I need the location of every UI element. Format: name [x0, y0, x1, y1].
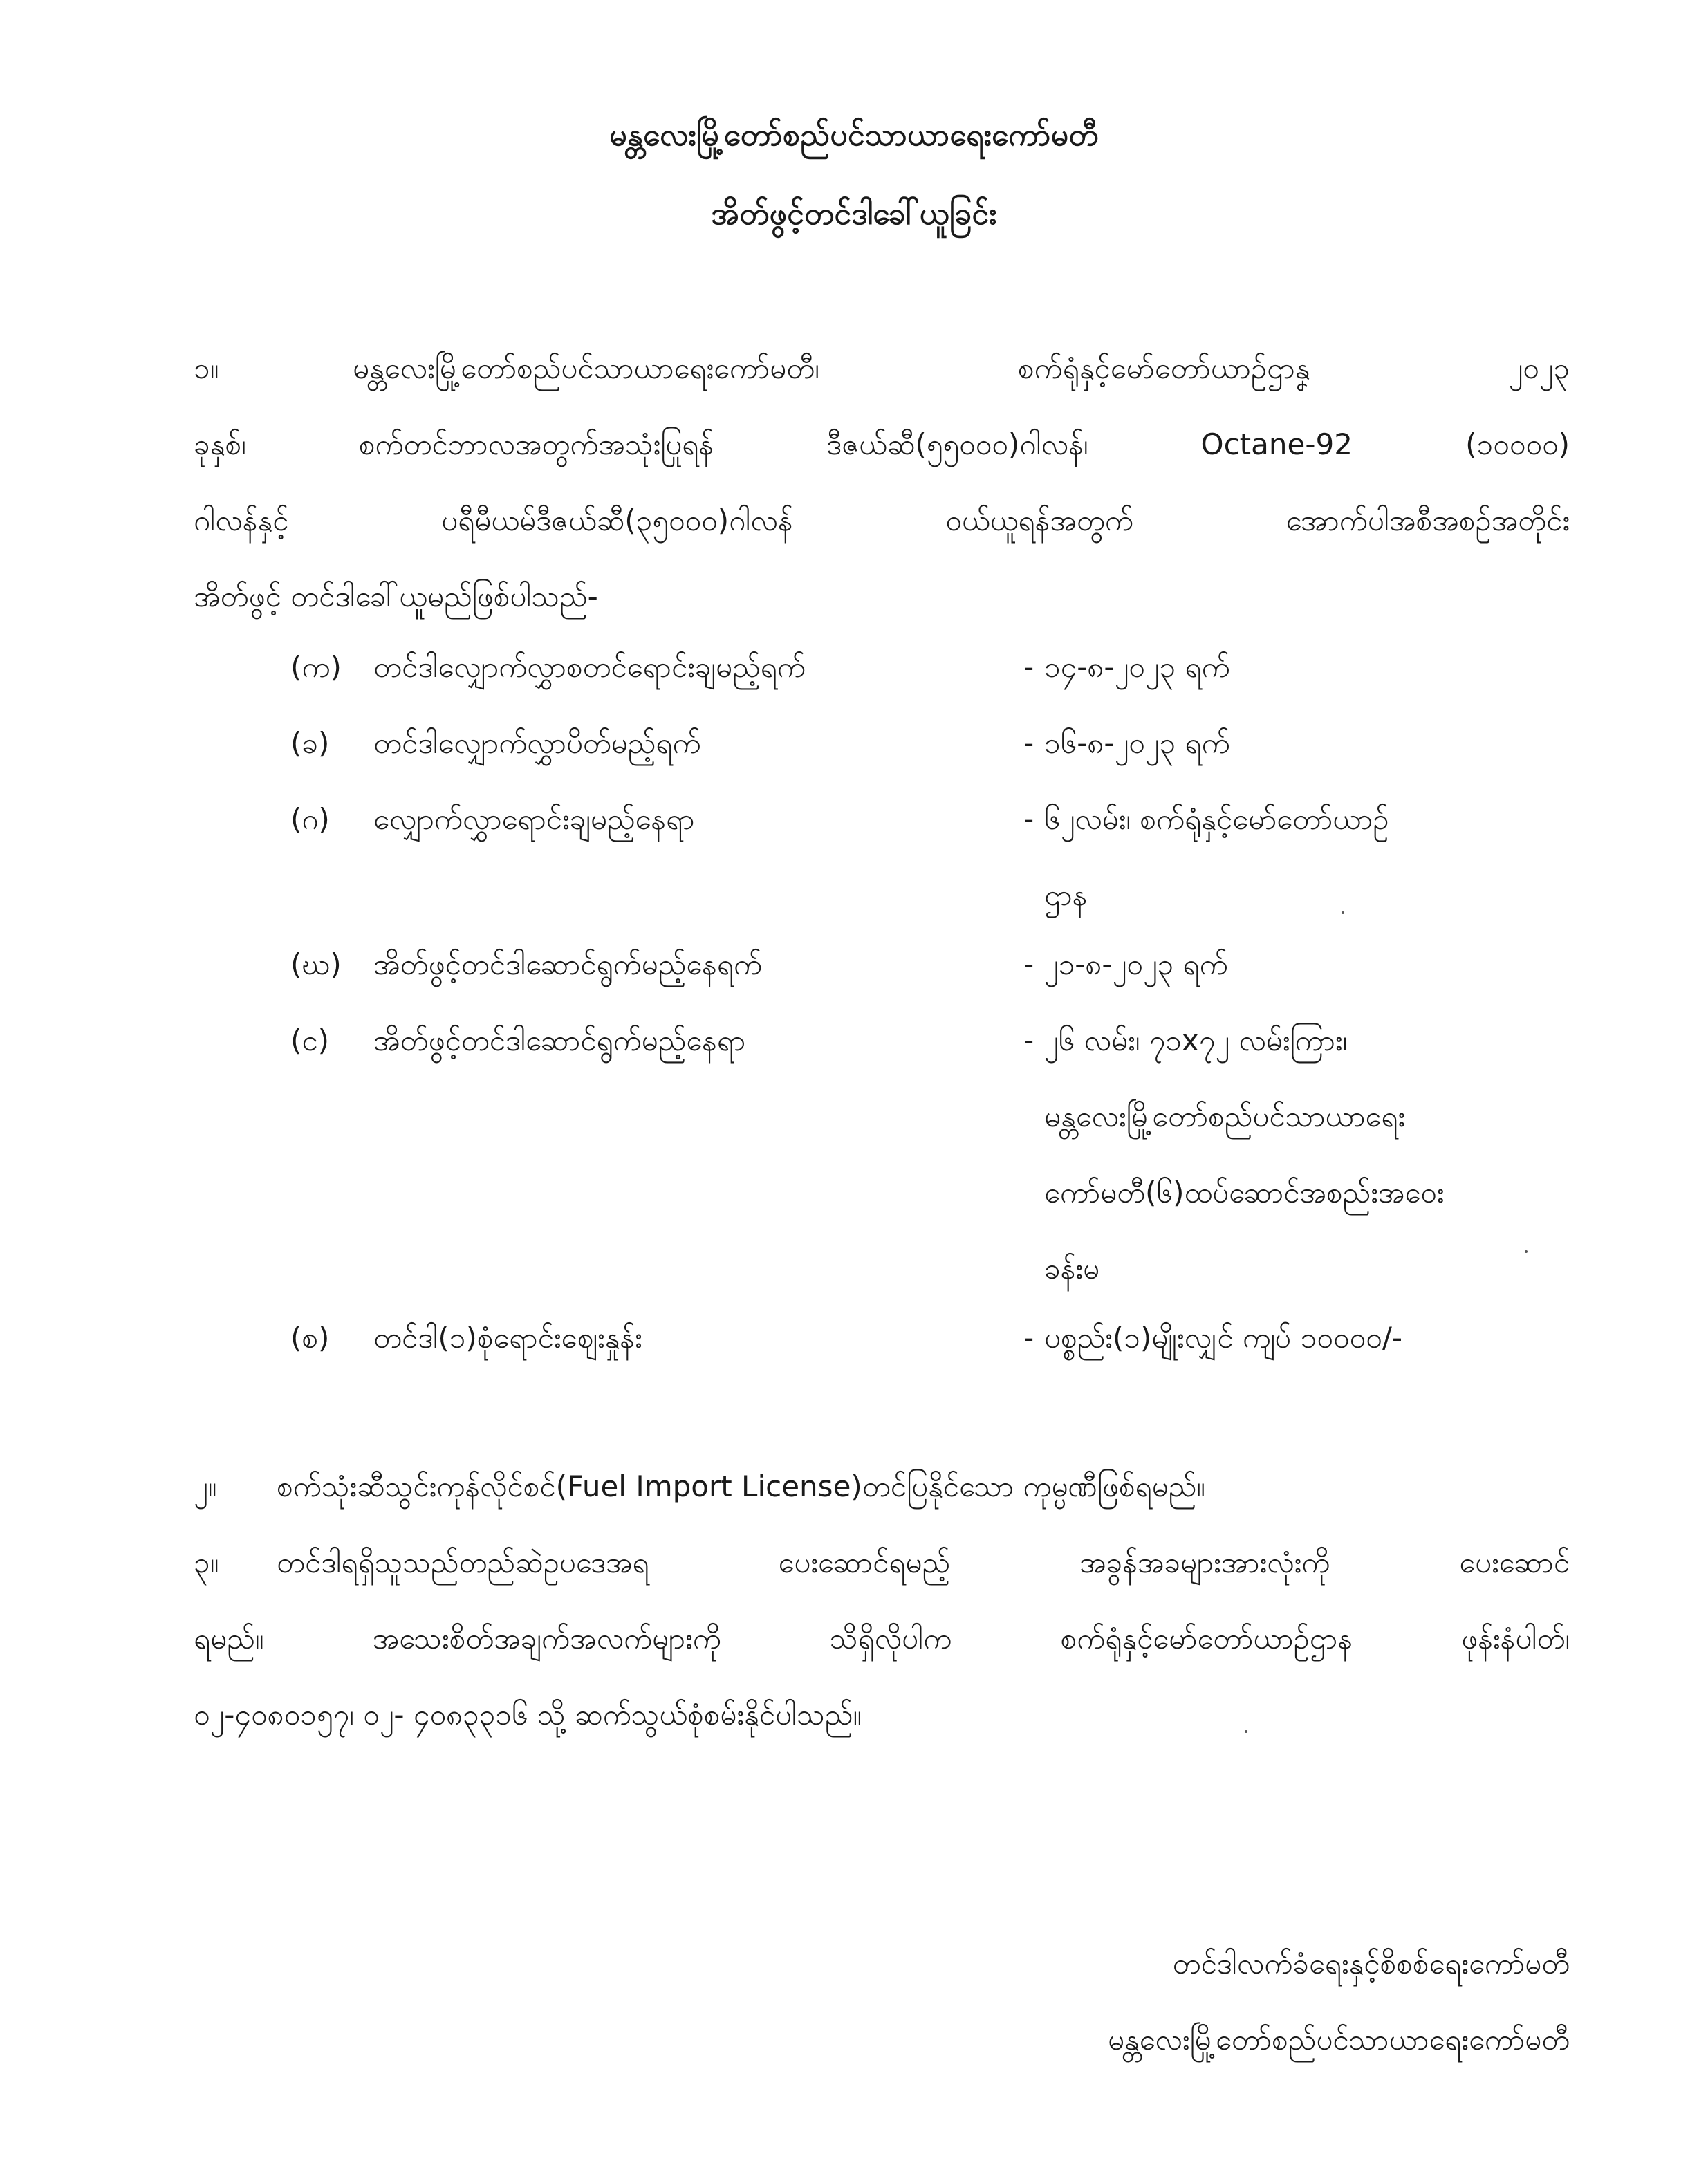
item-dash: -	[1023, 802, 1034, 836]
paragraph-1-line-4: အိတ်ဖွင့် တင်ဒါခေါ်ယူမည်ဖြစ်ပါသည်-	[194, 579, 598, 613]
paragraph-3-line-1: ၃။ တင်ဒါရရှိသူသည်တည်ဆဲဥပဒေအရ ပေးဆောင်ရမည့် အခွန်အခများအားလုံးကို ပေးဆောင်	[194, 1525, 1570, 1601]
item-label: (ခ)	[290, 726, 330, 760]
item-dash: -	[1023, 947, 1034, 981]
list-item	[0, 927, 1708, 1003]
item-label: (က)	[290, 650, 342, 684]
paragraph-3-line-2: ရမည်။ အသေးစိတ်အချက်အလက်များကို သိရှိလိုပါက စက်ရုံနှင့်မော်တော်ယာဉ်ဌာန ဖုန်းနံပါတ်၊	[194, 1622, 1570, 1655]
item-value: ၁၄-၈-၂၀၂၃ ရက်	[1044, 650, 1230, 684]
item-value: ပစ္စည်း(၁)မျိုးလျှင် ကျပ် ၁၀၀၀၀/-	[1044, 1321, 1403, 1355]
item-label: (င)	[290, 1023, 330, 1057]
item-dash: -	[1023, 650, 1034, 684]
list-item	[0, 781, 1708, 934]
list-item	[0, 1300, 1708, 1376]
paragraph-number: ၃။	[194, 1545, 219, 1579]
notice-subtitle: အိတ်ဖွင့်တင်ဒါခေါ်ယူခြင်း	[711, 196, 997, 232]
paragraph-1-line-3: ဂါလန်နှင့် ပရီမီယမ်ဒီဇယ်ဆီ(၃၅၀၀၀)ဂါလန် ဝယ်ယူရန်အတွက် အောက်ပါအစီအစဉ်အတိုင်း	[194, 503, 1570, 537]
paragraph-3	[194, 1525, 1570, 1753]
paragraph-2-line-1: ၂။ စက်သုံးဆီသွင်းကုန်လိုင်စင်(Fuel Import License)တင်ပြနိုင်သော ကုမ္ပဏီဖြစ်ရမည်။	[194, 1449, 1570, 1525]
item-value: ၆၂လမ်း၊ စက်ရုံနှင့်မော်တော်ယာဉ် ဌာန	[1044, 802, 1389, 912]
paragraph-1	[194, 331, 1570, 635]
item-value: ၂၆ လမ်း၊ ၇၁x၇၂ လမ်းကြား၊ မန္တလေးမြို့တော်စည်ပင်သာယာရေး ကော်မတီ(၆)ထပ်ဆောင်အစည်းအဝေး ခန်းမ	[1044, 1023, 1445, 1285]
item-label: (စ)	[290, 1321, 330, 1355]
item-value: ၁၆-၈-၂၀၂၃ ရက်	[1044, 726, 1230, 760]
item-dash: -	[1023, 1023, 1034, 1057]
list-item	[0, 629, 1708, 705]
paragraph-2	[194, 1449, 1570, 1525]
paragraph-1-line-2: ခုနှစ်၊ စက်တင်ဘာလအတွက်အသုံးပြုရန် ဒီဇယ်ဆီ(၅၅၀၀၀)ဂါလန်၊ Octane-92 (၁၀၀၀၀)	[194, 427, 1570, 461]
paragraph-3-line-3: ၀၂-၄၀၈၀၁၅၇၊ ၀၂- ၄၀၈၃၃၁၆ သို့ ဆက်သွယ်စုံစမ်းနိုင်ပါသည်။	[194, 1698, 862, 1732]
notice-title: မန္တလေးမြို့တော်စည်ပင်သာယာရေးကော်မတီ	[609, 118, 1099, 153]
item-text: အိတ်ဖွင့်တင်ဒါဆောင်ရွက်မည့်နေရာ	[373, 1023, 746, 1057]
signature-organization: မန္တလေးမြို့တော်စည်ပင်သာယာရေးကော်မတီ	[1107, 2023, 1570, 2057]
item-text: လျှောက်လွှာရောင်းချမည့်နေရာ	[373, 802, 695, 836]
item-dash: -	[1023, 726, 1034, 760]
item-text: တင်ဒါ(၁)စုံရောင်းဈေးနှုန်း	[373, 1321, 642, 1355]
item-text: တင်ဒါလျှောက်လွှာစတင်ရောင်းချမည့်ရက်	[373, 650, 806, 684]
paragraph-number: ၁။	[194, 351, 219, 385]
item-dash: -	[1023, 1321, 1034, 1355]
paragraph-1-line-1: ၁။ မန္တလေးမြို့တော်စည်ပင်သာယာရေးကော်မတီ၊ စက်ရုံနှင့်မော်တော်ယာဉ်ဌာနၞ ၂၀၂၃	[194, 331, 1570, 407]
item-label: (ဃ)	[290, 947, 342, 981]
item-text: တင်ဒါလျှောက်လွှာပိတ်မည့်ရက်	[373, 726, 701, 760]
list-item	[0, 1003, 1708, 1307]
item-label: (ဂ)	[290, 802, 330, 836]
scan-speck	[1342, 911, 1344, 914]
item-text: အိတ်ဖွင့်တင်ဒါဆောင်ရွက်မည့်နေရက်	[373, 947, 762, 981]
scan-speck	[1245, 1730, 1247, 1733]
list-item	[0, 705, 1708, 781]
paragraph-number: ၂။	[194, 1469, 217, 1503]
item-value: ၂၁-၈-၂၀၂၃ ရက်	[1044, 947, 1228, 981]
signature-committee: တင်ဒါလက်ခံရေးနှင့်စိစစ်ရေးကော်မတီ	[1172, 1947, 1570, 1980]
scan-speck	[1525, 1250, 1528, 1253]
